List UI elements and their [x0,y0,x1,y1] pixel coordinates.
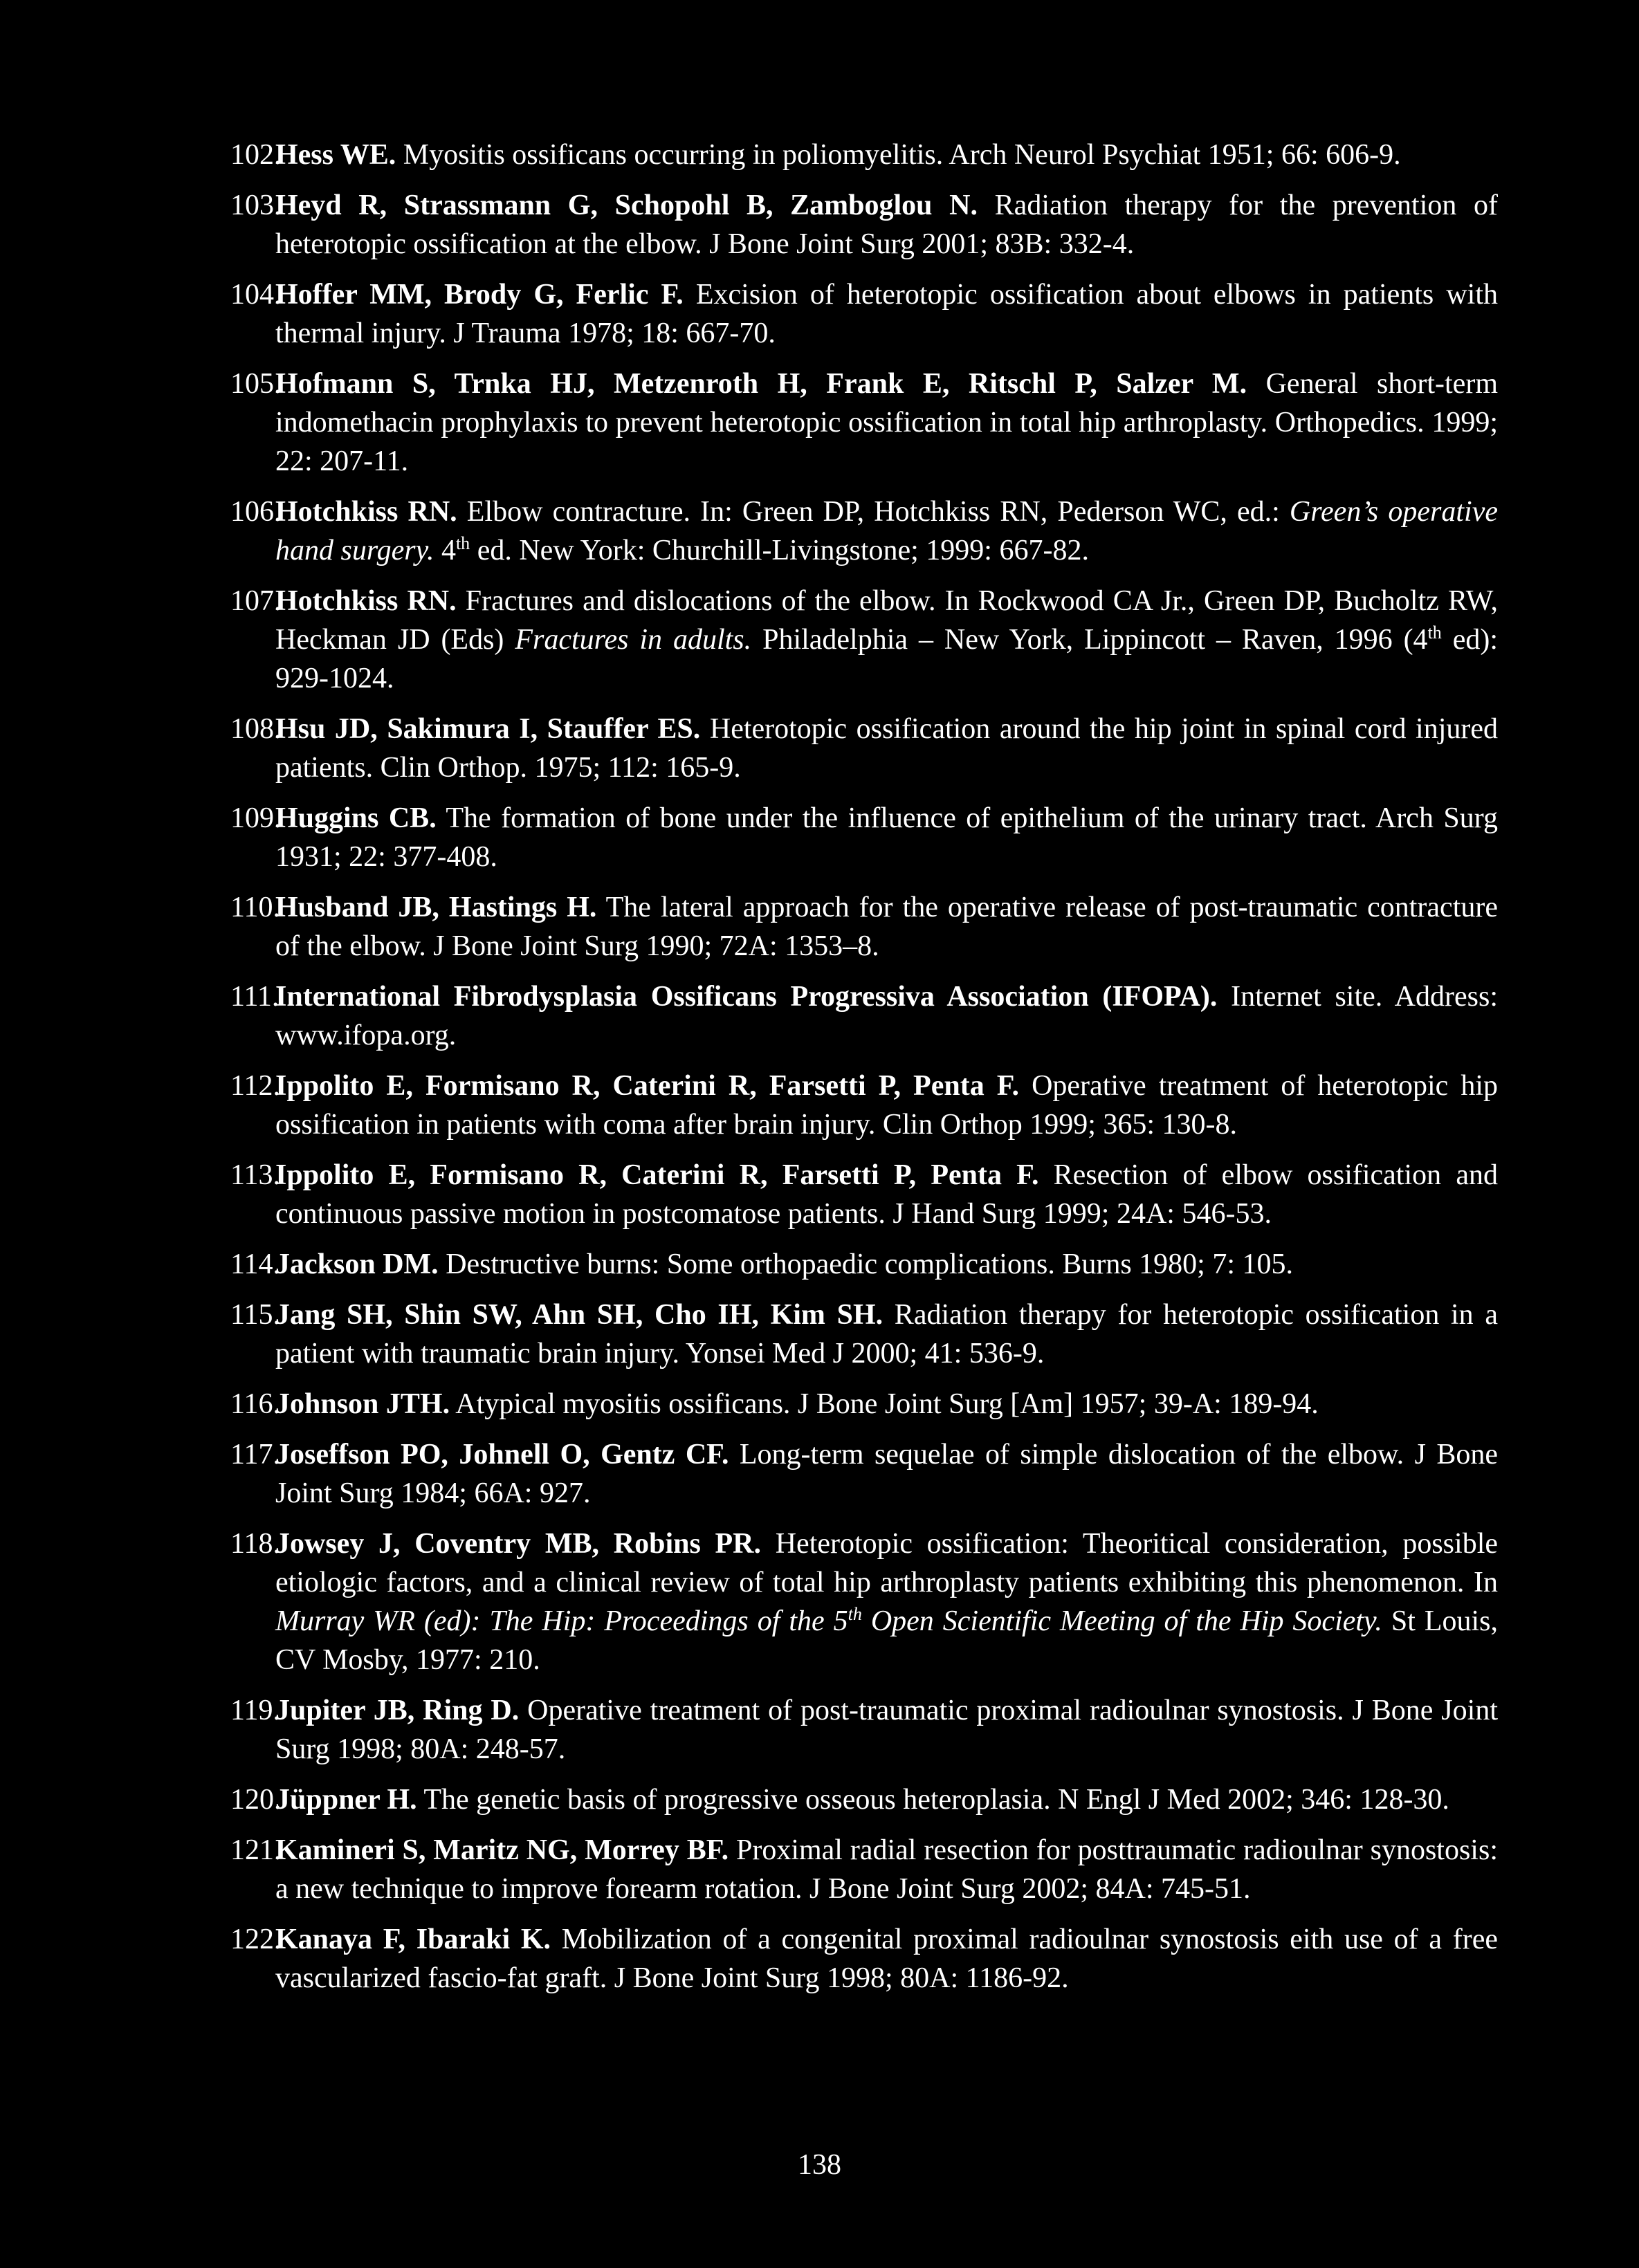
reference-authors: Hotchkiss RN. [275,496,457,528]
reference-authors: Ippolito E, Formisano R, Caterini R, Farsetti P, Penta F. [275,1159,1039,1191]
reference-text: St Louis, CV Mosby, 1977: 210. [275,1605,1499,1676]
reference-authors: Joseffson PO, Johnell O, Gentz CF. [275,1439,729,1470]
reference-text: Proximal radial resection for posttraumatic radioulnar synostosis: a new technique to improve forearm rotation. J Bone Joint Surg 2002; 84A: 745-51. [275,1834,1498,1905]
reference-number: 120. [230,1784,282,1816]
reference-authors: Hsu JD, Sakimura I, Stauffer ES. [275,713,701,745]
reference-authors: Hoffer MM, Brody G, Ferlic F. [275,279,684,311]
reference-authors: Jackson DM. [275,1248,439,1280]
reference-number: 121. [230,1834,282,1866]
reference-text: Excision of heterotopic ossification about elbows in patients with thermal injury. J Trauma 1978; 18: 667-70. [275,279,1498,349]
page-number: 138 [798,2149,841,2181]
reference-item [232,1156,1498,1233]
reference-item [232,1780,1498,1819]
reference-text: 4 [434,535,456,566]
reference-authors: Kamineri S, Maritz NG, Morrey BF. [275,1834,729,1866]
reference-item [232,582,1498,698]
reference-book-title: Open Scientific Meeting of the Hip Society. [861,1605,1382,1637]
reference-item [232,365,1498,481]
reference-number: 114. [230,1248,280,1280]
reference-item [232,1385,1498,1423]
reference-item [232,275,1498,353]
reference-item [232,1067,1498,1144]
reference-authors: Jowsey J, Coventry MB, Robins PR. [275,1528,762,1560]
reference-text: Internet site. Address: www.ifopa.org. [275,981,1499,1051]
reference-item [232,136,1498,174]
reference-text: Long-term sequelae of simple dislocation of the elbow. J Bone Joint Surg 1984; 66A: 927. [275,1439,1499,1509]
reference-number: 113. [230,1159,280,1191]
reference-item [232,1296,1498,1373]
reference-number: 118. [230,1528,280,1560]
reference-text: Fractures and dislocations of the elbow. In Rockwood CA Jr., Green DP, Bucholtz RW, Heckman JD (Eds) [275,585,1498,656]
reference-item [232,888,1498,966]
reference-text: The formation of bone under the influence of epithelium of the urinary tract. Arch Surg 1931; 22: 377-408. [275,802,1498,873]
reference-number: 102. [230,139,282,171]
reference-text: Operative treatment of post-traumatic proximal radioulnar synostosis. J Bone Joint Surg 1998; 80A: 248-57. [275,1695,1498,1765]
reference-authors: Huggins CB. [275,802,437,834]
reference-number: 106. [230,496,282,528]
reference-text: Operative treatment of heterotopic hip ossification in patients with coma after brain injury. Clin Orthop 1999; 365: 130-8. [275,1070,1498,1141]
reference-item [232,1245,1498,1284]
reference-text: ed. New York: Churchill-Livingstone; 1999: 667-82. [470,535,1089,566]
reference-authors: Husband JB, Hastings H. [275,892,597,923]
reference-authors: Hess WE. [275,139,396,171]
reference-text: The genetic basis of progressive osseous heteroplasia. N Engl J Med 2002; 346: 128-30. [416,1784,1449,1816]
reference-text: Atypical myositis ossificans. J Bone Joint Surg [Am] 1957; 39-A: 189-94. [450,1388,1319,1420]
reference-text: Heterotopic ossification: Theoritical consideration, possible etiologic factors, and a clinical review of total hip arthroplasty patients exhibiting this phenomenon. In [275,1528,1499,1598]
reference-number: 105. [230,368,282,400]
reference-text: Radiation therapy for the prevention of heterotopic ossification at the elbow. J Bone Joint Surg 2001; 83B: 332-4. [275,190,1498,260]
reference-book-title: Murray WR (ed): The Hip: Proceedings of the 5 [275,1605,848,1637]
reference-superscript: th [848,1604,862,1624]
reference-list [232,136,1498,2009]
reference-item [232,492,1498,570]
reference-authors: Ippolito E, Formisano R, Caterini R, Farsetti P, Penta F. [275,1070,1020,1102]
reference-number: 109. [230,802,282,834]
reference-authors: Heyd R, Strassmann G, Schopohl B, Zamboglou N. [275,190,978,221]
reference-text: Philadelphia – New York, Lippincott – Raven, 1996 (4 [751,624,1428,656]
reference-number: 110. [230,892,280,923]
reference-superscript: th [455,533,470,553]
reference-text: ed): 929-1024. [275,624,1499,694]
reference-item [232,1435,1498,1513]
reference-text: Resection of elbow ossification and continuous passive motion in postcomatose patients. J Hand Surg 1999; 24A: 546-53. [275,1159,1498,1230]
reference-text: General short-term indomethacin prophylaxis to prevent heterotopic ossification in total hip arthroplasty. Orthopedics. 1999; 22: 207-11. [275,368,1498,477]
reference-book-title: Green’s operative hand surgery. [275,496,1498,566]
reference-number: 122. [230,1924,282,1955]
reference-number: 108. [230,713,282,745]
reference-item [232,1524,1498,1679]
reference-item [232,186,1498,264]
reference-number: 111. [230,981,280,1013]
reference-text: Heterotopic ossification around the hip joint in spinal cord injured patients. Clin Orthop. 1975; 112: 165-9. [275,713,1498,784]
reference-authors: Jang SH, Shin SW, Ahn SH, Cho IH, Kim SH. [275,1299,883,1331]
reference-authors: International Fibrodysplasia Ossificans Progressiva Association (IFOPA). [275,981,1218,1013]
reference-text: The lateral approach for the operative release of post-traumatic contracture of the elbow. J Bone Joint Surg 1990; 72A: 1353–8. [275,892,1498,962]
reference-number: 119. [230,1695,280,1726]
reference-item [232,977,1498,1055]
reference-text: Radiation therapy for heterotopic ossification in a patient with traumatic brain injury. Yonsei Med J 2000; 41: 536-9. [275,1299,1499,1370]
reference-item [232,799,1498,876]
reference-superscript: th [1427,623,1442,643]
reference-text: Mobilization of a congenital proximal radioulnar synostosis eith use of a free vascularized fascio-fat graft. J Bone Joint Surg 1998; 80A: 1186-92. [275,1924,1498,1994]
reference-authors: Hotchkiss RN. [275,585,457,617]
reference-item [232,1831,1498,1908]
reference-text: Destructive burns: Some orthopaedic complications. Burns 1980; 7: 105. [438,1248,1293,1280]
reference-number: 107. [230,585,282,617]
reference-book-title: Fractures in adults. [515,624,752,656]
reference-authors: Kanaya F, Ibaraki K. [275,1924,551,1955]
reference-item [232,1691,1498,1769]
reference-number: 115. [230,1299,280,1331]
reference-number: 117. [230,1439,280,1470]
reference-text: Myositis ossificans occurring in poliomyelitis. Arch Neurol Psychiat 1951; 66: 606-9. [396,139,1401,171]
reference-number: 104. [230,279,282,311]
reference-number: 103. [230,190,282,221]
reference-number: 116. [230,1388,280,1420]
reference-text: Elbow contracture. In: Green DP, Hotchkiss RN, Pederson WC, ed.: [457,496,1290,528]
reference-authors: Jupiter JB, Ring D. [275,1695,520,1726]
reference-number: 112. [230,1070,280,1102]
reference-item [232,1920,1498,1998]
reference-item [232,710,1498,787]
reference-authors: Johnson JTH. [275,1388,450,1420]
reference-authors: Hofmann S, Trnka HJ, Metzenroth H, Frank E, Ritschl P, Salzer M. [275,368,1247,400]
reference-authors: Jüppner H. [275,1784,417,1816]
